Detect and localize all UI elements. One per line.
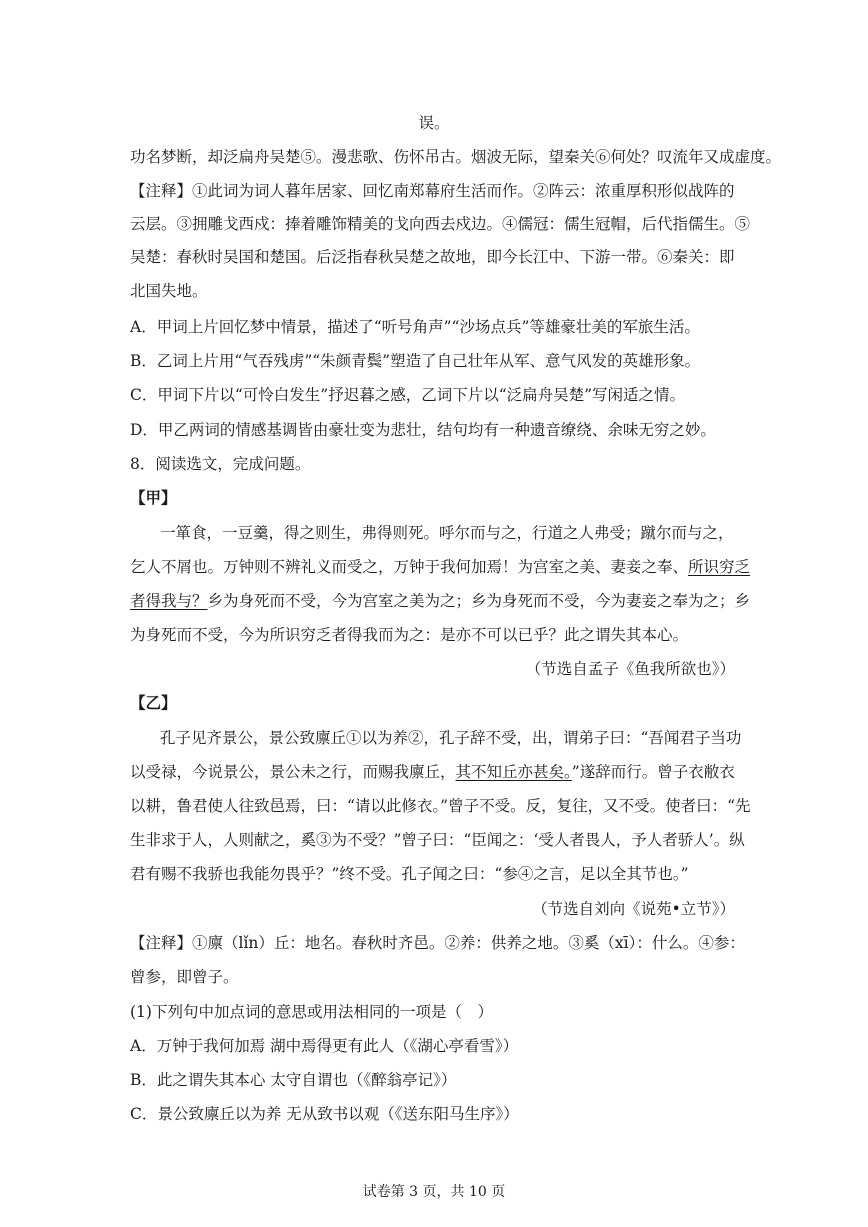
passage-yi-label: 【乙】: [130, 693, 177, 712]
option-b: B．乙词上片用“气吞残虏”“朱颜青鬓”塑造了自己壮年从军、意气风发的英雄形象。: [130, 352, 701, 370]
jia-line: [130, 590, 750, 612]
jia-line: 为身死而不受，今为所识穷乏者得我而为之：是亦不可以已乎？此之谓失其本心。: [130, 626, 689, 644]
yi-line: 生非求于人，人则献之，奚③为不受？”曾子曰：“臣闻之：‘受人者畏人，予人者骄人’。纵: [130, 831, 745, 849]
sub-question-1: (1)下列句中加点词的意思或用法相同的一项是（ ）: [130, 1003, 493, 1021]
yi-text: ”遂辞而行。曾子衣敝衣: [571, 763, 735, 781]
yi-line: 孔子见齐景公，景公致廪丘①以为养②，孔子辞不受，出，谓弟子曰：“吾闻君子当功: [160, 729, 742, 747]
sub-option-a: A．万钟于我何加焉 湖中焉得更有此人（《湖心亭看雪》）: [130, 1037, 519, 1055]
notes-line: 吴楚：春秋时吴国和楚国。后泛指春秋吴楚之故地，即今长江中、下游一带。⑥秦关：即: [130, 248, 735, 266]
yi-line: 君有赐不我骄也我能勿畏乎？”终不受。孔子闻之曰：“参④之言，足以全其节也。”: [130, 865, 689, 883]
notes-line: 曾参，即曾子。: [130, 968, 239, 986]
notes-line: 北国失地。: [130, 282, 208, 300]
yi-line: [130, 761, 750, 783]
underlined-text: 所识穷乏: [688, 558, 751, 576]
passage-jia-label: 【甲】: [130, 488, 177, 507]
poem-line: 功名梦断，却泛扁舟吴楚⑤。漫悲歌、伤怀吊古。烟波无际，望秦关⑥何处？叹流年又成虚度。: [130, 148, 782, 166]
sub-option-b: B．此之谓失其本心 太守自谓也（《醉翁亭记》）: [130, 1071, 457, 1089]
notes-line: 【注释】①此词为词人暮年居家、回忆南郑幕府生活而作。②阵云：浓重厚积形似战阵的: [130, 182, 735, 200]
jia-text: 乞人不屑也。万钟则不辨礼义而受之，万钟于我何加焉！为宫室之美、妻妾之奉、: [130, 558, 689, 576]
jia-line: 一箪食，一豆羹，得之则生，弗得则死。呼尔而与之，行道之人弗受；蹴尔而与之，: [160, 524, 734, 542]
yi-line: 以耕，鲁君使人往致邑焉，曰：“请以此修衣。”曾子不受。反，复往，又不受。使者曰：“先: [130, 797, 751, 815]
option-c: C．甲词下片以“可怜白发生”抒迟暮之感，乙词下片以“泛扁舟吴楚”写闲适之情。: [130, 386, 686, 404]
underlined-text: 其不知丘亦甚矣。: [455, 763, 572, 781]
option-d: D．甲乙两词的情感基调皆由豪壮变为悲壮，结句均有一种遗音缭绕、余味无穷之妙。: [130, 421, 716, 439]
option-a: A．甲词上片回忆梦中情景，描述了“听号角声”“沙场点兵”等雄豪壮美的军旅生活。: [130, 318, 700, 336]
jia-source: （节选自孟子《鱼我所欲也》）: [525, 660, 735, 678]
jia-line: [130, 556, 750, 578]
question-8: 8．阅读选文，完成问题。: [130, 455, 311, 473]
yi-text: 以受禄，今说景公，景公未之行，而赐我廪丘，: [130, 763, 456, 781]
page-footer: 试卷第 3 页，共 10 页: [362, 1184, 506, 1200]
jia-text: 乡为身死而不受，今为宫室之美为之；乡为身死而不受，今为妻妾之奉为之；乡: [207, 592, 751, 610]
underlined-text: 者得我与？: [130, 592, 208, 610]
notes-line: 云层。③拥雕戈西戍：捧着雕饰精美的戈向西去戍边。④儒冠：儒生冠帽，后代指儒生。⑤: [130, 215, 751, 233]
top-fragment: 误。: [418, 114, 450, 132]
sub-option-c: C．景公致廪丘以为养 无从致书以观（《送东阳马生序》）: [130, 1105, 519, 1123]
notes-line: 【注释】①廪（lǐn）丘：地名。春秋时齐邑。②养：供养之地。③奚（xī）：什么。④参：: [130, 934, 745, 952]
yi-source: （节选自刘向《说苑•立节》）: [532, 900, 735, 918]
